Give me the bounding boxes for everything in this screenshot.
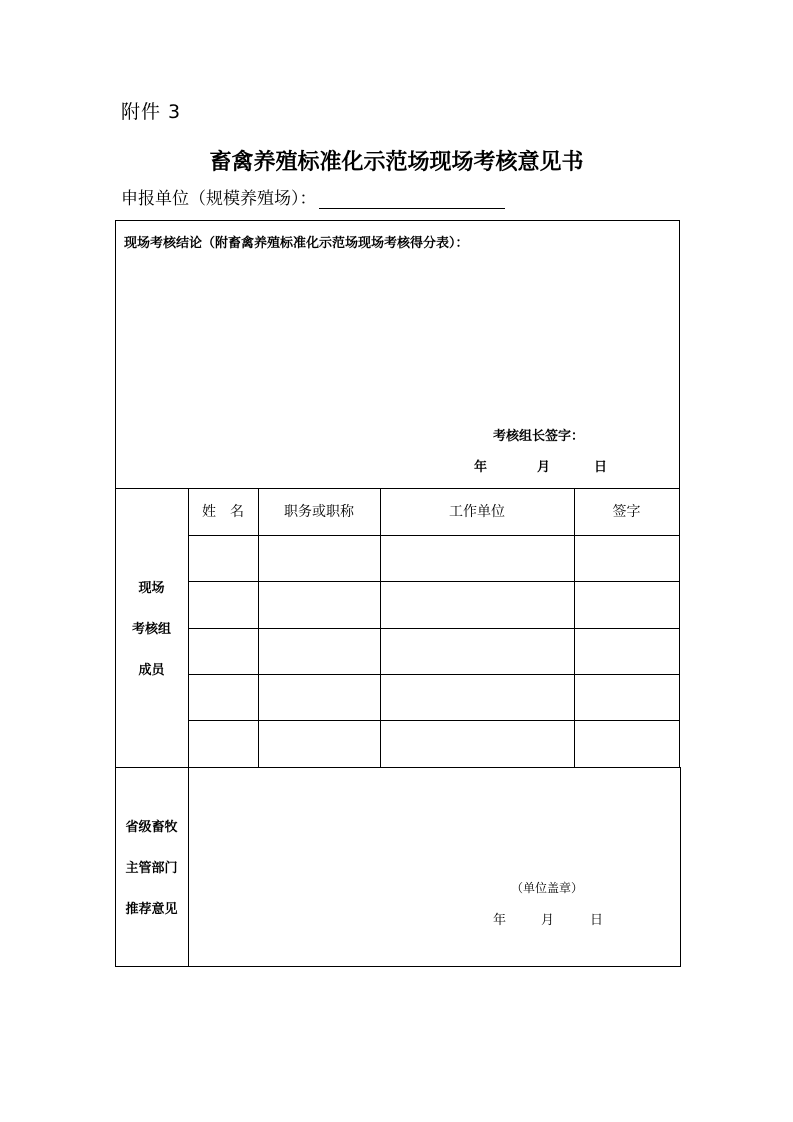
conclusion-label: 现场考核结论（附畜禽养殖标准化示范场现场考核得分表）： <box>124 236 469 251</box>
recommend-date-day: 日 <box>590 913 604 928</box>
recommend-side-label-3: 推荐意见 <box>125 902 178 917</box>
table-border-top <box>115 220 680 221</box>
recommend-date-year: 年 <box>493 913 507 928</box>
date-year: 年 <box>474 460 488 475</box>
col-line <box>258 488 259 767</box>
applicant-label: 申报单位（规模养殖场）： <box>121 189 317 209</box>
col-line <box>188 767 189 966</box>
section-divider-1 <box>115 488 680 489</box>
row-line <box>188 581 680 582</box>
row-line <box>188 628 680 629</box>
recommend-side-label-1: 省级畜牧 <box>125 820 178 835</box>
col-header-signature: 签字 <box>612 504 641 520</box>
table-border-bottom <box>115 966 681 967</box>
applicant-line <box>121 184 505 209</box>
table-border-right-lower <box>680 768 681 967</box>
row-line <box>188 674 680 675</box>
date-month: 月 <box>537 460 551 475</box>
col-header-name: 姓 名 <box>202 504 244 520</box>
col-header-unit: 工作单位 <box>449 504 505 520</box>
col-line <box>380 488 381 767</box>
col-line <box>574 488 575 767</box>
row-line <box>188 535 680 536</box>
members-side-label-1: 现场 <box>138 581 165 596</box>
members-side-label-2: 考核组 <box>131 622 171 637</box>
recommend-date-month: 月 <box>541 913 555 928</box>
page-title: 畜禽养殖标准化示范场现场考核意见书 <box>209 150 584 175</box>
stamp-label: （单位盖章） <box>511 881 584 895</box>
attachment-label: 附件 3 <box>121 101 182 123</box>
col-line <box>188 488 189 767</box>
leader-sign-label: 考核组长签字： <box>493 429 585 444</box>
row-line <box>188 720 680 721</box>
table-border-right-upper <box>679 220 680 768</box>
col-header-title: 职务或职称 <box>284 504 354 520</box>
section-divider-2 <box>115 767 681 768</box>
applicant-blank[interactable] <box>319 190 505 209</box>
date-day: 日 <box>594 460 608 475</box>
members-side-label-3: 成员 <box>138 663 165 678</box>
recommend-side-label-2: 主管部门 <box>125 861 178 876</box>
